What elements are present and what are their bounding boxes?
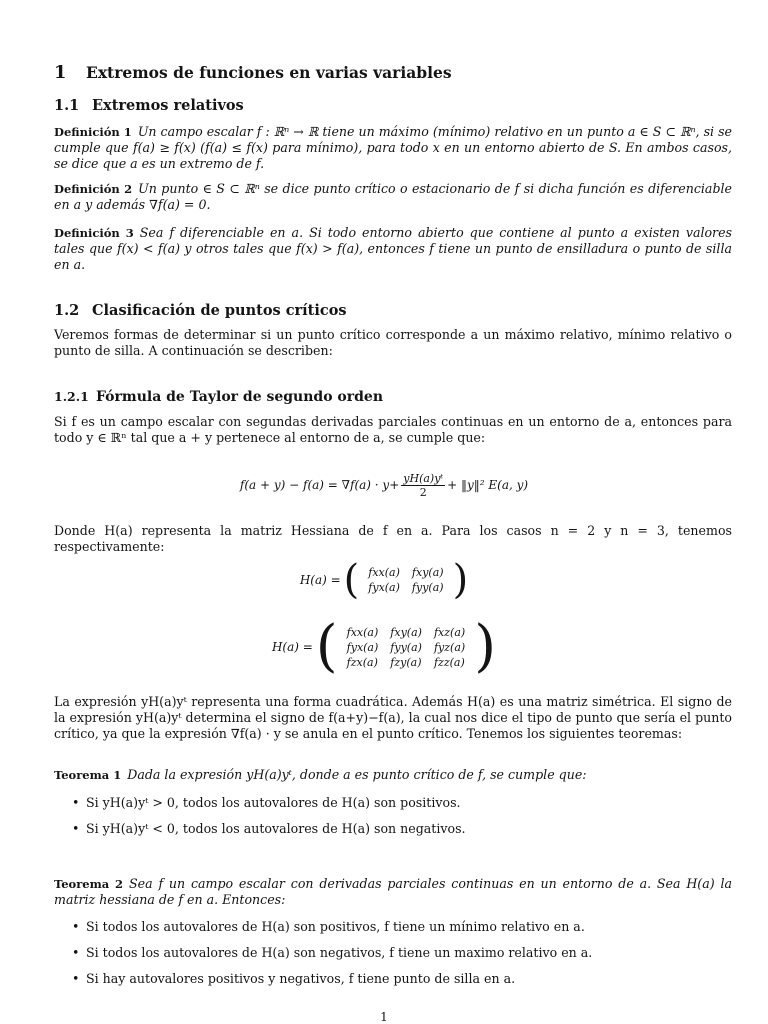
matrix-cell: fxx(a) bbox=[346, 625, 379, 639]
section-number: 1 bbox=[54, 62, 67, 83]
fraction-numerator: yH(a)yᵗ bbox=[403, 472, 444, 485]
subsection-heading-extremos bbox=[54, 97, 244, 114]
subsection-number: 1.2 bbox=[54, 302, 80, 319]
list-item: • Si hay autovalores positivos y negativos, f tiene punto de silla en a. bbox=[54, 971, 732, 987]
definition-label: Definición 3 bbox=[54, 226, 134, 240]
section-heading bbox=[54, 62, 452, 83]
theorem-1 bbox=[54, 767, 732, 783]
definition-1 bbox=[54, 124, 732, 172]
section-title: Extremos de funciones en varias variables bbox=[86, 63, 452, 82]
definition-text: Un campo escalar f : ℝⁿ → ℝ tiene un máximo (mínimo) relativo en un punto a ∈ S ⊂ ℝⁿ, si se cumple que f(a) ≥ f(x) (f(a) ≤ f(x) para mínimo), para todo x en un entorno abierto de S. En ambos casos, se dice que a es un extremo de f. bbox=[54, 124, 732, 171]
list-item: • Si todos los autovalores de H(a) son positivos, f tiene un mínimo relativo en a. bbox=[54, 919, 732, 935]
matrix-cell: fxz(a) bbox=[433, 625, 466, 639]
fraction-denominator: 2 bbox=[419, 486, 427, 499]
subsection-number: 1.1 bbox=[54, 97, 80, 114]
matrix-cell: fzz(a) bbox=[433, 655, 465, 669]
matrix-cell: fyx(a) bbox=[368, 581, 400, 594]
matrix-cell: fxy(a) bbox=[390, 625, 422, 639]
theorem-text: Sea f un campo escalar con derivadas parciales continuas en un entorno de a. Sea H(a) la matriz hessiana de f en a. Entonces: bbox=[54, 876, 732, 907]
subsection-heading-clasificacion bbox=[54, 302, 347, 319]
hessian-matrix-2x2 bbox=[0, 557, 768, 603]
left-paren: ( bbox=[315, 614, 338, 679]
hessian-paragraph: Donde H(a) representa la matriz Hessiana de f en a. Para los casos n = 2 y n = 3, tenemos respectivamente: bbox=[54, 523, 732, 554]
matrix-3x3 bbox=[271, 614, 497, 679]
subsection-title: Clasificación de puntos críticos bbox=[92, 302, 347, 319]
matrix-table bbox=[341, 625, 472, 670]
intro-paragraph: Veremos formas de determinar si un punto crítico corresponde a un máximo relativo, mínimo relativo o punto de silla. A continuación se describen: bbox=[54, 327, 732, 358]
hessian-matrix-3x3 bbox=[0, 614, 768, 679]
matrix-cell: fyy(a) bbox=[411, 581, 444, 594]
subsubsection-number: 1.2.1 bbox=[54, 389, 89, 404]
matrix-cell: fxx(a) bbox=[368, 566, 400, 579]
subsubsection-title: Fórmula de Taylor de segundo orden bbox=[96, 389, 383, 405]
definition-3 bbox=[54, 225, 732, 273]
matrix-row bbox=[341, 640, 472, 655]
right-paren: ) bbox=[474, 614, 497, 679]
theorem-2 bbox=[54, 876, 732, 908]
list-item: • Si yH(a)yᵗ < 0, todos los autovalores de H(a) son negativos. bbox=[54, 821, 732, 837]
definition-text: Sea f diferenciable en a. Si todo entorno abierto que contiene al punto a existen valores tales que f(x) < f(a) y otros tales que f(x) > f(a), entonces f tiene un punto de ensilladura o punto de silla en a. bbox=[54, 225, 732, 272]
formula-fraction bbox=[401, 472, 445, 499]
matrix-table bbox=[362, 565, 449, 595]
definition-2 bbox=[54, 181, 732, 213]
theorem-1-list bbox=[54, 795, 732, 847]
matrix-label: H(a) = bbox=[299, 573, 341, 587]
list-item: • Si todos los autovalores de H(a) son negativos, f tiene un maximo relativo en a. bbox=[54, 945, 732, 961]
matrix-cell: fyx(a) bbox=[346, 640, 379, 654]
matrix-label: H(a) = bbox=[271, 640, 313, 654]
theorem-2-list bbox=[54, 919, 732, 997]
theorem-label: Teorema 1 bbox=[54, 768, 122, 782]
definition-text: Un punto ∈ S ⊂ ℝⁿ se dice punto crítico o estacionario de f si dicha función es diferenciable en a y además ∇f(a) = 0. bbox=[54, 181, 732, 212]
matrix-2x2 bbox=[299, 557, 469, 603]
taylor-formula bbox=[0, 472, 768, 499]
left-paren: ( bbox=[343, 557, 360, 603]
subsubsection-heading-taylor bbox=[54, 389, 383, 405]
subsection-title: Extremos relativos bbox=[92, 97, 244, 114]
matrix-cell: fzy(a) bbox=[390, 655, 422, 669]
matrix-cell: fyy(a) bbox=[390, 640, 422, 654]
page-number: 1 bbox=[380, 1010, 388, 1024]
quadratic-form-paragraph: La expresión yH(a)yᵗ representa una forma cuadrática. Además H(a) es una matriz simétrica. El signo de la expresión yH(a)yᵗ determina el signo de f(a+y)−f(a), la cual nos dice el tipo de punto que sería el punto crítico, ya que la expresión ∇f(a) · y se anula en el punto crítico. Tenemos los siguientes teoremas: bbox=[54, 694, 732, 741]
matrix-cell: fzx(a) bbox=[346, 655, 378, 669]
definition-label: Definición 2 bbox=[54, 182, 133, 196]
matrix-row bbox=[341, 625, 472, 640]
right-paren: ) bbox=[452, 557, 469, 603]
taylor-intro-paragraph: Si f es un campo escalar con segundas derivadas parciales continuas en un entorno de a, entonces para todo y ∈ ℝⁿ tal que a + y pertenece al entorno de a, se cumple que: bbox=[54, 414, 732, 445]
theorem-text: Dada la expresión yH(a)yᵗ, donde a es punto crítico de f, se cumple que: bbox=[127, 767, 587, 782]
formula-left: f(a + y) − f(a) = ∇f(a) · y+ bbox=[239, 478, 400, 492]
matrix-cell: fxy(a) bbox=[411, 566, 444, 579]
list-item: • Si yH(a)yᵗ > 0, todos los autovalores de H(a) son positivos. bbox=[54, 795, 732, 811]
matrix-cell: fyz(a) bbox=[433, 640, 466, 654]
definition-label: Definición 1 bbox=[54, 125, 132, 139]
formula-right: + ‖y‖² E(a, y) bbox=[447, 478, 529, 492]
matrix-row bbox=[362, 565, 449, 580]
matrix-row bbox=[341, 655, 472, 670]
theorem-label: Teorema 2 bbox=[54, 877, 124, 891]
matrix-row bbox=[362, 580, 449, 595]
